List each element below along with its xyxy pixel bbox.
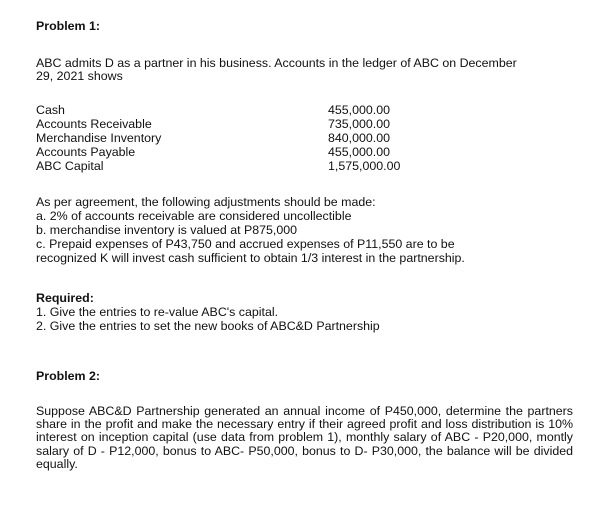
ledger-amount: 455,000.00 <box>328 103 391 117</box>
ledger-amount: 455,000.00 <box>328 145 391 159</box>
ledger-amount: 840,000.00 <box>328 131 391 145</box>
problem1-heading: Problem 1: <box>36 19 101 33</box>
problem1-intro-line1: ABC admits D as a partner in his business. Accounts in the ledger of ABC on December <box>36 56 517 70</box>
ledger-row <box>36 132 416 145</box>
ledger-row <box>36 160 416 173</box>
ledger-row <box>36 104 416 117</box>
required-item: 1. Give the entries to re-value ABC's capital. <box>36 305 279 319</box>
ledger-account: Accounts Receivable <box>36 117 152 131</box>
ledger-account: Merchandise Inventory <box>36 131 162 145</box>
ledger-row <box>36 146 416 159</box>
required-item: 2. Give the entries to set the new books of ABC&D Partnership <box>36 319 380 333</box>
problem2-heading: Problem 2: <box>36 369 101 383</box>
agreement-intro: As per agreement, the following adjustments should be made: <box>36 195 376 209</box>
ledger-account: ABC Capital <box>36 159 104 173</box>
adjustment-item: c. Prepaid expenses of P43,750 and accrued expenses of P11,550 are to be <box>36 237 455 251</box>
ledger-amount: 1,575,000.00 <box>328 159 401 173</box>
problem1-intro-line2: 29, 2021 shows <box>36 69 123 83</box>
ledger-account: Cash <box>36 103 65 117</box>
ledger-amount: 735,000.00 <box>328 117 391 131</box>
required-heading: Required: <box>36 291 94 305</box>
problem2-body: Suppose ABC&D Partnership generated an annual income of P450,000, determine the partners share in the profit and make the necessary entry if their agreed profit and loss distribution is 10% interest on inception capital (use data from problem 1), monthly salary of ABC - P20,000, montly salary of D - P12,000, bonus to ABC- P50,000, bonus to D- P30,000, the balance will be divided equally. <box>36 404 573 471</box>
ledger-row <box>36 118 416 131</box>
adjustment-item: a. 2% of accounts receivable are considered uncollectible <box>36 209 352 223</box>
adjustment-item: b. merchandise inventory is valued at P875,000 <box>36 223 298 237</box>
ledger-account: Accounts Payable <box>36 145 136 159</box>
adjustment-item: recognized K will invest cash sufficient to obtain 1/3 interest in the partnership. <box>36 251 465 265</box>
